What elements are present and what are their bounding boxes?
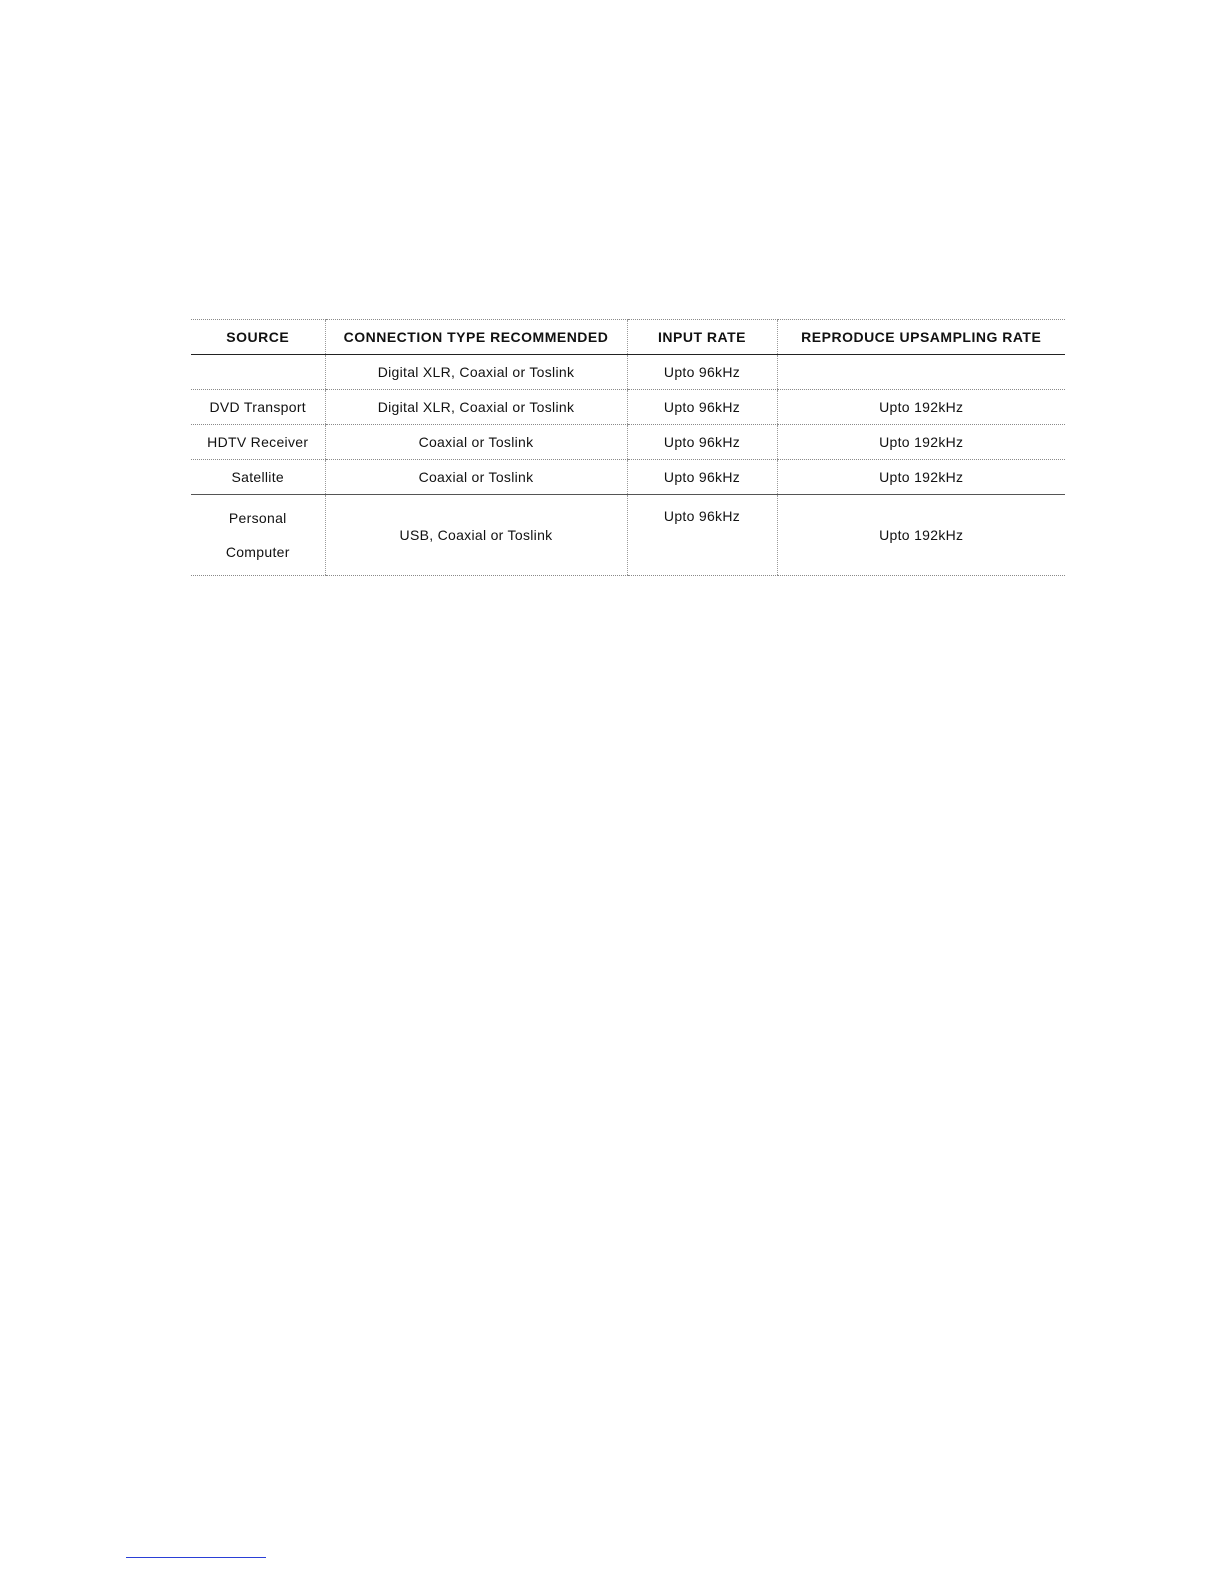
cell-source: DVD Transport [191,390,325,425]
cell-input-rate: Upto 96kHz [627,460,777,495]
table-header-row [191,320,1065,355]
table-row [191,460,1065,495]
cell-input-rate: Upto 96kHz [627,425,777,460]
header-upsampling-rate: REPRODUCE UPSAMPLING RATE [777,320,1065,355]
header-source: SOURCE [191,320,325,355]
header-connection-type: CONNECTION TYPE RECOMMENDED [325,320,627,355]
cell-source [191,495,325,576]
cell-source: HDTV Receiver [191,425,325,460]
cell-input-rate: Upto 96kHz [627,495,777,576]
cell-source [191,355,325,390]
header-input-rate: INPUT RATE [627,320,777,355]
cell-connection: Coaxial or Toslink [325,425,627,460]
table-row [191,355,1065,390]
cell-source: Satellite [191,460,325,495]
cell-upsampling: Upto 192kHz [777,495,1065,576]
cell-upsampling [777,355,1065,390]
source-line-2: Computer [225,544,290,560]
table-row [191,495,1065,576]
cell-input-rate: Upto 96kHz [627,355,777,390]
cell-input-rate: Upto 96kHz [627,390,777,425]
table-row [191,425,1065,460]
footnote-separator-rule [126,1557,266,1558]
cell-upsampling: Upto 192kHz [777,460,1065,495]
source-connection-table [191,319,1065,576]
table-row [191,390,1065,425]
cell-connection: USB, Coaxial or Toslink [325,495,627,576]
cell-connection: Coaxial or Toslink [325,460,627,495]
source-line-1: Personal [228,510,287,526]
cell-upsampling: Upto 192kHz [777,390,1065,425]
cell-connection: Digital XLR, Coaxial or Toslink [325,355,627,390]
cell-connection: Digital XLR, Coaxial or Toslink [325,390,627,425]
cell-upsampling: Upto 192kHz [777,425,1065,460]
